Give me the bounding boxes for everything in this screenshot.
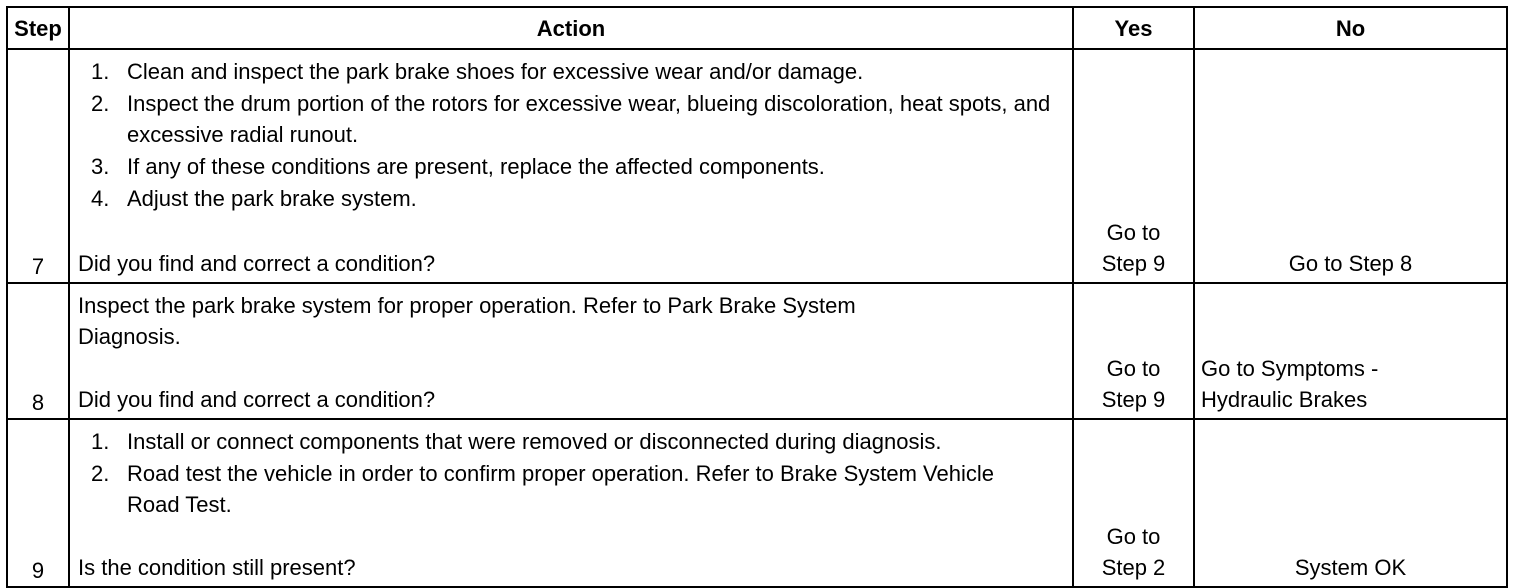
yes-line: Step 2 [1101, 555, 1166, 580]
header-action: Action [69, 7, 1073, 49]
list-item: 1. Clean and inspect the park brake shoes for excessive wear and/or damage. [91, 59, 864, 84]
header-step: Step [7, 7, 69, 49]
diagnostic-table [6, 6, 1508, 588]
yes-line: Go to [1106, 524, 1161, 549]
action-cell [69, 283, 1073, 419]
action-cell [69, 49, 1073, 283]
header-yes: Yes [1073, 7, 1194, 49]
step-number: 9 [7, 419, 69, 587]
question-text: Is the condition still present? [78, 555, 356, 580]
yes-cell [1073, 49, 1194, 283]
action-paragraph: Inspect the park brake system for proper operation. Refer to Park Brake System Diagnosis. [78, 293, 856, 349]
question-text: Did you find and correct a condition? [78, 251, 436, 276]
table-row-step-9 [7, 419, 1507, 587]
yes-line: Step 9 [1101, 251, 1166, 276]
header-no: No [1194, 7, 1507, 49]
no-line: System OK [1294, 555, 1407, 580]
list-item: 2. Road test the vehicle in order to confirm proper operation. Refer to Brake System Vehicle Road Test. [91, 461, 994, 517]
step-number: 8 [7, 283, 69, 419]
list-item: 1. Install or connect components that were removed or disconnected during diagnosis. [91, 429, 942, 454]
action-list [78, 426, 1064, 521]
no-line: Go to Symptoms - [1201, 356, 1379, 381]
list-item: 2. Inspect the drum portion of the rotors for excessive wear, blueing discoloration, heat spots, and excessive radial runout. [91, 91, 1051, 147]
question-text: Did you find and correct a condition? [78, 387, 436, 412]
yes-cell [1073, 283, 1194, 419]
no-cell [1194, 283, 1507, 419]
yes-line: Go to [1106, 220, 1161, 245]
step-number: 7 [7, 49, 69, 283]
yes-line: Step 9 [1101, 387, 1166, 412]
no-line: Hydraulic Brakes [1201, 387, 1368, 412]
yes-cell [1073, 419, 1194, 587]
header-row [7, 7, 1507, 49]
no-cell [1194, 49, 1507, 283]
no-line: Go to Step 8 [1288, 251, 1413, 276]
table-row-step-7 [7, 49, 1507, 283]
list-item: 4. Adjust the park brake system. [91, 186, 417, 211]
action-cell [69, 419, 1073, 587]
no-cell [1194, 419, 1507, 587]
action-list [78, 56, 1064, 215]
yes-line: Go to [1106, 356, 1161, 381]
list-item: 3. If any of these conditions are present, replace the affected components. [91, 154, 825, 179]
table-row-step-8 [7, 283, 1507, 419]
